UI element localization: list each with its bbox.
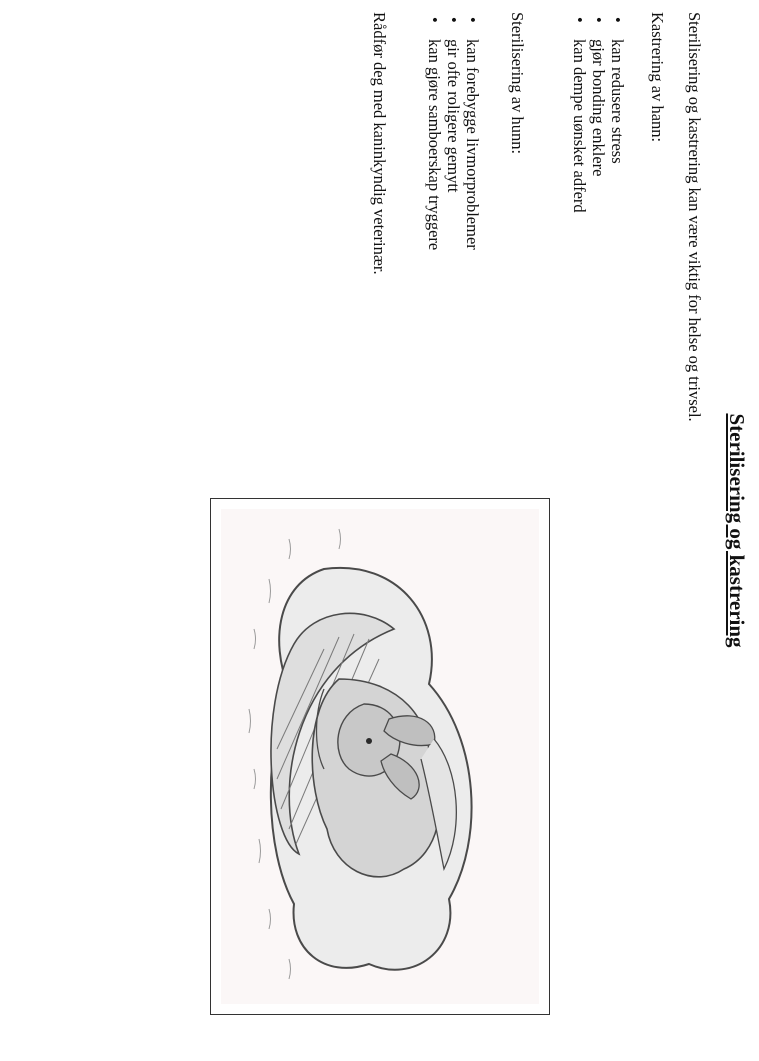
list-item: • kan redusere stress bbox=[608, 12, 627, 213]
list-item: • kan gjøre samboerskap tryggere bbox=[425, 12, 444, 250]
page-title: Sterilisering og kastrering bbox=[725, 413, 749, 648]
kastrering-list bbox=[570, 12, 627, 213]
footer-text: Rådfør deg med kaninkyndig veterinær. bbox=[370, 12, 389, 275]
list-item: • gir ofte roligere gemytt bbox=[444, 12, 463, 250]
sterilisering-heading: Sterilisering av hunn: bbox=[508, 12, 527, 155]
list-item: • gjør bonding enklere bbox=[589, 12, 608, 213]
sterilisering-list bbox=[425, 12, 482, 250]
list-item: • kan forebygge livmorproblemer bbox=[463, 12, 482, 250]
illustration-frame bbox=[210, 498, 550, 1015]
kastrering-heading: Kastrering av hann: bbox=[648, 12, 667, 143]
intro-text: Sterilisering og kastrering kan være viktig for helse og trivsel. bbox=[685, 12, 704, 422]
list-item: • kan dempe uønsket adferd bbox=[570, 12, 589, 213]
rabbit-in-basket-sketch-icon bbox=[221, 509, 539, 1004]
